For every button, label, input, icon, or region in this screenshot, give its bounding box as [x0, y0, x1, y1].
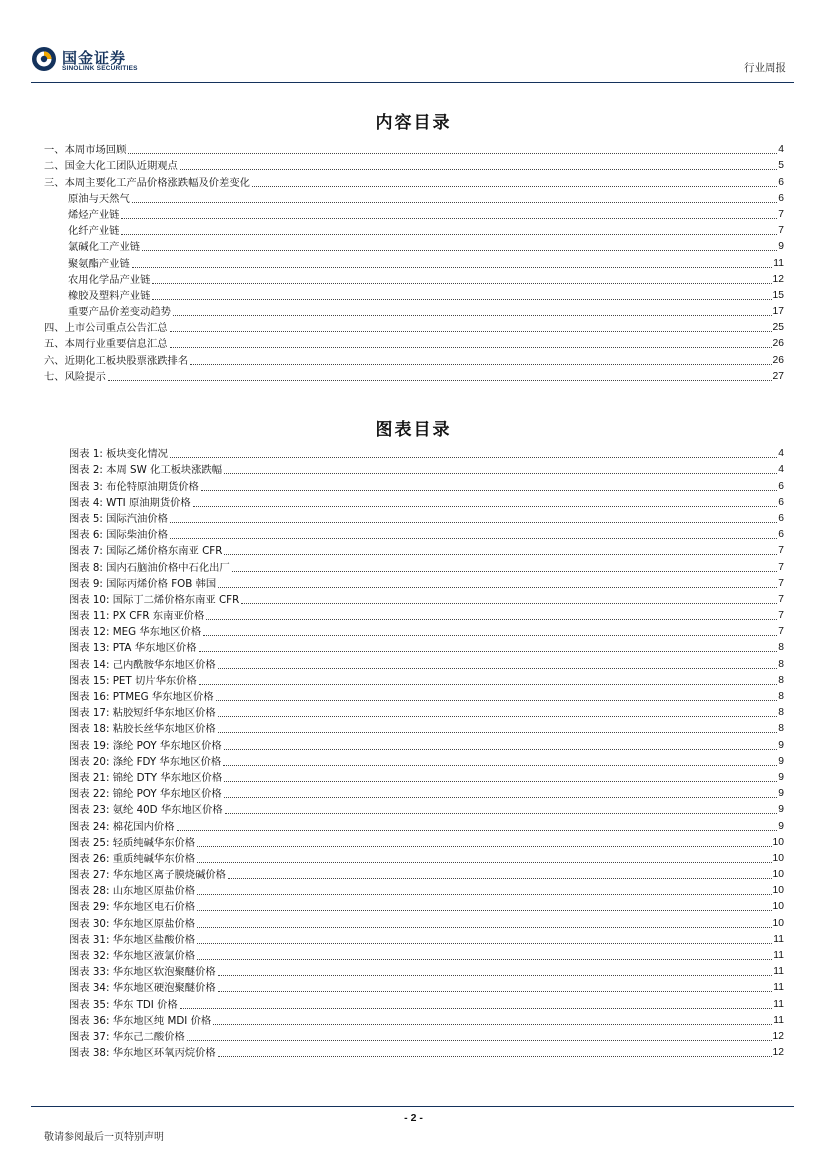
figure-entry[interactable] — [44, 784, 784, 800]
figure-entry-page: 7 — [778, 593, 784, 605]
figure-entry-page: 11 — [773, 998, 784, 1010]
dot-leader — [223, 764, 777, 766]
dot-leader — [170, 456, 777, 458]
figure-entry-label: 图表 22: 锦纶 POY 华东地区价格 — [69, 788, 222, 801]
toc-entry[interactable] — [44, 367, 784, 383]
figure-entry-page: 12 — [772, 1047, 784, 1059]
toc-entry-page: 4 — [778, 144, 784, 156]
dot-leader — [201, 489, 777, 491]
toc-entry-page: 6 — [778, 176, 784, 188]
toc-entry[interactable] — [44, 286, 784, 302]
figure-entry[interactable] — [44, 1011, 784, 1027]
toc-entry[interactable] — [44, 156, 784, 172]
toc-entry[interactable] — [44, 334, 784, 350]
figure-entry[interactable] — [44, 557, 784, 573]
dot-leader — [203, 634, 777, 636]
figure-entry-page: 8 — [778, 707, 784, 719]
figure-entry-page: 11 — [773, 982, 784, 994]
contents-title: 内容目录 — [375, 113, 452, 133]
figure-entry-page: 10 — [772, 917, 784, 929]
logo-chinese-name: 国金证券 — [62, 49, 127, 67]
dot-leader — [173, 314, 772, 316]
dot-leader — [218, 1055, 772, 1057]
figure-entry-page: 4 — [778, 448, 784, 460]
toc-entry-page: 26 — [772, 338, 784, 350]
dot-leader — [218, 731, 778, 733]
toc-entry-label: 氯碱化工产业链 — [68, 241, 141, 254]
figure-entry[interactable] — [44, 719, 784, 735]
dot-leader — [213, 1023, 772, 1025]
figure-entry-label: 图表 11: PX CFR 东南亚价格 — [69, 610, 205, 623]
figure-entry[interactable] — [44, 590, 784, 606]
figure-entry-label: 图表 17: 粘胶短纤华东地区价格 — [69, 707, 216, 720]
figure-entry-page: 10 — [772, 885, 784, 897]
figures-list — [44, 444, 784, 1059]
toc-entry-label: 原油与天然气 — [68, 192, 130, 205]
figure-entry[interactable] — [44, 638, 784, 654]
toc-entry[interactable] — [44, 205, 784, 221]
page-header — [31, 40, 794, 82]
toc-entry[interactable] — [44, 350, 784, 366]
dot-leader — [170, 521, 777, 523]
toc-entry-page: 7 — [778, 225, 784, 237]
figure-entry-page: 10 — [772, 836, 784, 848]
figure-entry[interactable] — [44, 865, 784, 881]
figure-entry[interactable] — [44, 444, 784, 460]
figure-entry-page: 7 — [778, 610, 784, 622]
figures-title: 图表目录 — [375, 420, 452, 440]
dot-leader — [170, 346, 772, 348]
figure-entry-page: 8 — [778, 723, 784, 735]
dot-leader — [252, 185, 777, 187]
toc-entry-page: 15 — [772, 289, 784, 301]
toc-entry-page: 25 — [772, 322, 784, 334]
figure-entry[interactable] — [44, 946, 784, 962]
toc-entry[interactable] — [44, 237, 784, 253]
toc-entry-page: 27 — [772, 370, 784, 382]
dot-leader — [218, 990, 773, 992]
toc-entry[interactable] — [44, 140, 784, 156]
figure-entry[interactable] — [44, 930, 784, 946]
figure-entry-label: 图表 35: 华东 TDI 价格 — [69, 998, 178, 1011]
figure-entry-page: 10 — [772, 869, 784, 881]
figure-entry[interactable] — [44, 833, 784, 849]
figure-entry-page: 9 — [778, 739, 784, 751]
figure-entry-page: 9 — [778, 804, 784, 816]
dot-leader — [199, 683, 777, 685]
figure-entry[interactable] — [44, 460, 784, 476]
toc-entry-label: 烯烃产业链 — [68, 208, 120, 221]
dot-leader — [197, 909, 771, 911]
figure-entry-label: 图表 32: 华东地区液氯价格 — [69, 950, 196, 962]
disclaimer-text: 敬请参阅最后一页特别声明 — [44, 1132, 164, 1143]
footer-divider — [31, 1106, 794, 1107]
figure-entry-label: 图表 27: 华东地区离子膜烧碱价格 — [69, 869, 226, 882]
dot-leader — [218, 586, 777, 588]
figure-entry-page: 6 — [778, 529, 784, 541]
dot-leader — [224, 780, 777, 782]
figure-entry-label: 图表 16: PTMEG 华东地区价格 — [69, 691, 214, 703]
dot-leader — [152, 298, 771, 300]
dot-leader — [228, 877, 772, 879]
dot-leader — [218, 974, 773, 976]
figure-entry-label: 图表 33: 华东地区软泡聚醚价格 — [69, 966, 216, 979]
figure-entry-page: 9 — [778, 820, 784, 832]
figure-entry-label: 图表 15: PET 切片华东价格 — [69, 674, 197, 687]
toc-entry[interactable] — [44, 189, 784, 205]
dot-leader — [170, 330, 772, 332]
dot-leader — [132, 201, 777, 203]
figure-entry[interactable] — [44, 671, 784, 687]
figure-entry-page: 6 — [778, 496, 784, 508]
toc-entry-label: 六、近期化工板块股票涨跌排名 — [44, 354, 189, 367]
toc-entry-label: 四、上市公司重点公告汇总 — [44, 322, 168, 335]
dot-leader — [225, 812, 778, 814]
dot-leader — [187, 1039, 772, 1041]
logo-english-name: SINOLINK SECURITIES — [62, 65, 138, 72]
dot-leader — [180, 168, 777, 170]
figure-entry-page: 7 — [778, 561, 784, 573]
dot-leader — [152, 282, 771, 284]
toc-entry-label: 一、本周市场回顾 — [44, 144, 127, 157]
figure-entry-label: 图表 19: 涤纶 POY 华东地区价格 — [69, 739, 222, 752]
dot-leader — [132, 266, 773, 268]
toc-entry-page: 9 — [778, 241, 784, 253]
figure-entry-page: 8 — [778, 642, 784, 654]
figure-entry-label: 图表 29: 华东地区电石价格 — [69, 901, 196, 914]
figure-entry-page: 11 — [773, 1014, 784, 1026]
dot-leader — [224, 796, 778, 798]
dot-leader — [224, 748, 778, 750]
toc-entry-page: 26 — [772, 354, 784, 366]
figure-entry-label: 图表 3: 布伦特原油期货价格 — [69, 480, 199, 493]
figure-entry-page: 8 — [778, 691, 784, 702]
figure-entry-label: 图表 23: 氨纶 40D 华东地区价格 — [69, 804, 223, 817]
toc-entry-page: 11 — [773, 257, 784, 269]
figure-entry[interactable] — [44, 994, 784, 1010]
dot-leader — [190, 363, 771, 365]
figure-entry[interactable] — [44, 476, 784, 492]
toc-entry-page: 6 — [778, 192, 784, 204]
figure-entry-page: 9 — [778, 771, 784, 783]
figure-entry[interactable] — [44, 574, 784, 590]
figure-entry-label: 图表 4: WTI 原油期货价格 — [69, 496, 191, 509]
figure-entry[interactable] — [44, 622, 784, 638]
figure-entry-label: 图表 25: 轻质纯碱华东价格 — [69, 836, 196, 849]
dot-leader — [197, 926, 771, 928]
dot-leader — [241, 602, 777, 604]
figure-entry[interactable] — [44, 1027, 784, 1043]
dot-leader — [128, 152, 777, 154]
toc-entry-label: 五、本周行业重要信息汇总 — [44, 338, 168, 351]
toc-entry[interactable] — [44, 302, 784, 318]
figure-entry[interactable] — [44, 897, 784, 913]
figure-entry[interactable] — [44, 800, 784, 816]
figure-entry-page: 11 — [773, 933, 784, 945]
figure-entry-page: 11 — [773, 950, 784, 961]
dot-leader — [218, 715, 778, 717]
figure-entry-label: 图表 7: 国际乙烯价格东南亚 CFR — [69, 545, 223, 558]
figure-entry-page: 8 — [778, 674, 784, 686]
figure-entry-page: 6 — [778, 512, 784, 524]
figure-entry-label: 图表 5: 国际汽油价格 — [69, 512, 168, 525]
figure-entry-label: 图表 2: 本周 SW 化工板块涨跌幅 — [69, 464, 223, 477]
dot-leader — [224, 553, 777, 555]
figure-entry[interactable] — [44, 768, 784, 784]
figure-entry-page: 7 — [778, 626, 784, 638]
figure-entry-page: 11 — [773, 966, 784, 978]
figure-entry-label: 图表 26: 重质纯碱华东价格 — [69, 852, 196, 865]
figure-entry[interactable] — [44, 509, 784, 525]
figure-entry[interactable] — [44, 816, 784, 832]
dot-leader — [177, 829, 778, 831]
figure-entry[interactable] — [44, 703, 784, 719]
figure-entry-label: 图表 18: 粘胶长丝华东地区价格 — [69, 723, 216, 736]
toc-entry-label: 橡胶及塑料产业链 — [68, 289, 151, 302]
dot-leader — [224, 472, 777, 474]
figure-entry-page: 6 — [778, 480, 784, 492]
figure-entry-label: 图表 24: 棉花国内价格 — [69, 820, 175, 833]
figure-entry[interactable] — [44, 849, 784, 865]
dot-leader — [121, 217, 777, 219]
figure-entry[interactable] — [44, 752, 784, 768]
figure-entry-page: 9 — [778, 788, 784, 800]
figure-entry-page: 10 — [772, 852, 784, 864]
toc-entry-page: 17 — [772, 306, 784, 318]
figure-entry-label: 图表 34: 华东地区硬泡聚醚价格 — [69, 982, 216, 995]
toc-entry-page: 12 — [772, 273, 784, 285]
sinolink-logo — [31, 40, 161, 76]
figure-entry[interactable] — [44, 913, 784, 929]
report-type-label: 行业周报 — [744, 62, 786, 74]
sinolink-logo-icon — [31, 46, 57, 72]
figure-entry-page: 9 — [778, 755, 784, 767]
figure-entry[interactable] — [44, 881, 784, 897]
figure-entry-label: 图表 28: 山东地区原盐价格 — [69, 885, 196, 898]
figure-entry[interactable] — [44, 493, 784, 509]
dot-leader — [232, 570, 778, 572]
header-divider — [31, 82, 794, 83]
dot-leader — [197, 942, 772, 944]
toc-entry-label: 重要产品价差变动趋势 — [68, 306, 171, 319]
figure-entry-page: 7 — [778, 545, 784, 557]
dot-leader — [180, 1007, 773, 1009]
dot-leader — [142, 249, 777, 251]
dot-leader — [170, 537, 777, 539]
toc-entry-page: 5 — [778, 160, 784, 172]
dot-leader — [197, 893, 771, 895]
toc-entry-label: 三、本周主要化工产品价格涨跌幅及价差变化 — [44, 176, 250, 189]
contents-list — [44, 140, 784, 383]
figure-entry-label: 图表 36: 华东地区纯 MDI 价格 — [69, 1014, 212, 1027]
dot-leader — [121, 233, 777, 235]
toc-entry-label: 二、国金大化工团队近期观点 — [44, 160, 178, 173]
figure-entry-label: 图表 13: PTA 华东地区价格 — [69, 642, 197, 655]
figure-entry-page: 7 — [778, 577, 784, 589]
toc-entry-label: 农用化学品产业链 — [68, 273, 151, 286]
figure-entry-label: 图表 10: 国际丁二烯价格东南亚 CFR — [69, 593, 240, 606]
figure-entry-label: 图表 21: 锦纶 DTY 华东地区价格 — [69, 771, 223, 784]
figure-entry-label: 图表 8: 国内石脑油价格中石化出厂 — [69, 561, 230, 574]
figure-entry[interactable] — [44, 1043, 784, 1059]
figure-entry-label: 图表 31: 华东地区盐酸价格 — [69, 933, 196, 946]
dot-leader — [199, 650, 778, 652]
dot-leader — [193, 505, 778, 507]
figure-entry-label: 图表 37: 华东己二酸价格 — [69, 1030, 185, 1043]
figure-entry-label: 图表 9: 国际丙烯价格 FOB 韩国 — [69, 577, 217, 590]
figure-entry-label: 图表 14: 己内酰胺华东地区价格 — [69, 658, 216, 671]
dot-leader — [206, 618, 777, 620]
figure-entry[interactable] — [44, 962, 784, 978]
figure-entry-label: 图表 38: 华东地区环氧丙烷价格 — [69, 1047, 216, 1060]
dot-leader — [197, 861, 771, 863]
figure-entry-label: 图表 1: 板块变化情况 — [69, 448, 168, 461]
toc-entry-label: 化纤产业链 — [68, 225, 120, 238]
figure-entry-page: 4 — [778, 464, 784, 476]
figure-entry-label: 图表 20: 涤纶 FDY 华东地区价格 — [69, 755, 222, 768]
figure-entry[interactable] — [44, 735, 784, 751]
toc-entry[interactable] — [44, 172, 784, 188]
toc-entry[interactable] — [44, 221, 784, 237]
figure-entry[interactable] — [44, 687, 784, 703]
figure-entry-label: 图表 6: 国际柴油价格 — [69, 529, 168, 542]
figure-entry-page: 10 — [772, 901, 784, 913]
toc-entry-page: 7 — [778, 208, 784, 220]
figure-entry[interactable] — [44, 606, 784, 622]
toc-entry-label: 七、风险提示 — [44, 370, 106, 383]
figure-entry[interactable] — [44, 541, 784, 557]
toc-entry[interactable] — [44, 270, 784, 286]
toc-entry-label: 聚氨酯产业链 — [68, 257, 130, 270]
figure-entry[interactable] — [44, 654, 784, 670]
dot-leader — [216, 699, 778, 701]
figure-entry-label: 图表 30: 华东地区原盐价格 — [69, 917, 196, 930]
toc-entry[interactable] — [44, 253, 784, 269]
figure-entry-label: 图表 12: MEG 华东地区价格 — [69, 626, 202, 639]
toc-entry[interactable] — [44, 318, 784, 334]
dot-leader — [218, 667, 778, 669]
dot-leader — [108, 379, 772, 381]
figure-entry[interactable] — [44, 525, 784, 541]
dot-leader — [197, 845, 771, 847]
dot-leader — [197, 958, 772, 960]
figure-entry-page: 12 — [772, 1030, 784, 1042]
figure-entry[interactable] — [44, 978, 784, 994]
page-number: - 2 - — [404, 1112, 423, 1124]
figure-entry-page: 8 — [778, 658, 784, 670]
